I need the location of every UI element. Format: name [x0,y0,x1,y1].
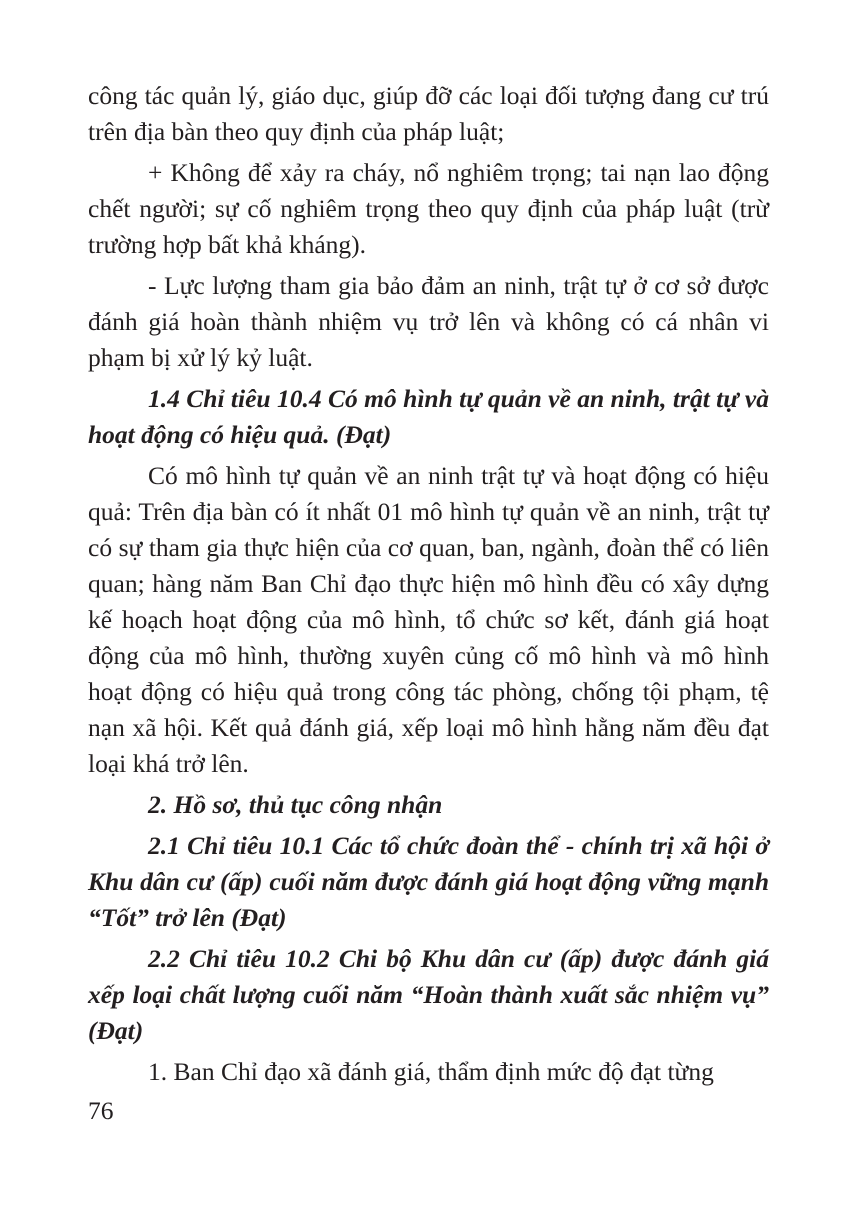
paragraph-security-forces: - Lực lượng tham gia bảo đảm an ninh, trật tự ở cơ sở được đánh giá hoàn thành nhiệm vụ trở lên và không có cá nhân vi phạm bị xử lý kỷ luật. [88,271,769,372]
heading-criterion-10-1: 2.1 Chỉ tiêu 10.1 Các tổ chức đoàn thể - chính trị xã hội ở Khu dân cư (ấp) cuối năm được đánh giá hoạt động vững mạnh “Tốt” trở lên (Đạt) [88,831,769,932]
heading-dossier-procedure: 2. Hồ sơ, thủ tục công nhận [148,790,443,819]
paragraph-continuation: công tác quản lý, giáo dục, giúp đỡ các loại đối tượng đang cư trú trên địa bàn theo quy định của pháp luật; [88,81,769,146]
page-number: 76 [88,1096,114,1125]
paragraph-steering-committee: 1. Ban Chỉ đạo xã đánh giá, thẩm định mức độ đạt từng [148,1057,714,1086]
page-body [88,78,769,1090]
heading-criterion-10-2: 2.2 Chỉ tiêu 10.2 Chi bộ Khu dân cư (ấp) được đánh giá xếp loại chất lượng cuối năm “Hoàn thành xuất sắc nhiệm vụ” (Đạt) [88,944,769,1045]
paragraph-self-management-model: Có mô hình tự quản về an ninh trật tự và hoạt động có hiệu quả: Trên địa bàn có ít nhất 01 mô hình tự quản về an ninh, trật tự có sự tham gia thực hiện của cơ quan, ban, ngành, đoàn thể có liên quan; hàng năm Ban Chỉ đạo thực hiện mô hình đều có xây dựng kế hoạch hoạt động của mô hình, tổ chức sơ kết, đánh giá hoạt động của mô hình, thường xuyên củng cố mô hình và mô hình hoạt động có hiệu quả trong công tác phòng, chống tội phạm, tệ nạn xã hội. Kết quả đánh giá, xếp loại mô hình hằng năm đều đạt loại khá trở lên. [88,461,769,778]
heading-criterion-10-4: 1.4 Chỉ tiêu 10.4 Có mô hình tự quản về an ninh, trật tự và hoạt động có hiệu quả. (Đạt) [88,384,769,449]
paragraph-fire-safety: + Không để xảy ra cháy, nổ nghiêm trọng; tai nạn lao động chết người; sự cố nghiêm trọng theo quy định của pháp luật (trừ trường hợp bất khả kháng). [88,158,769,259]
